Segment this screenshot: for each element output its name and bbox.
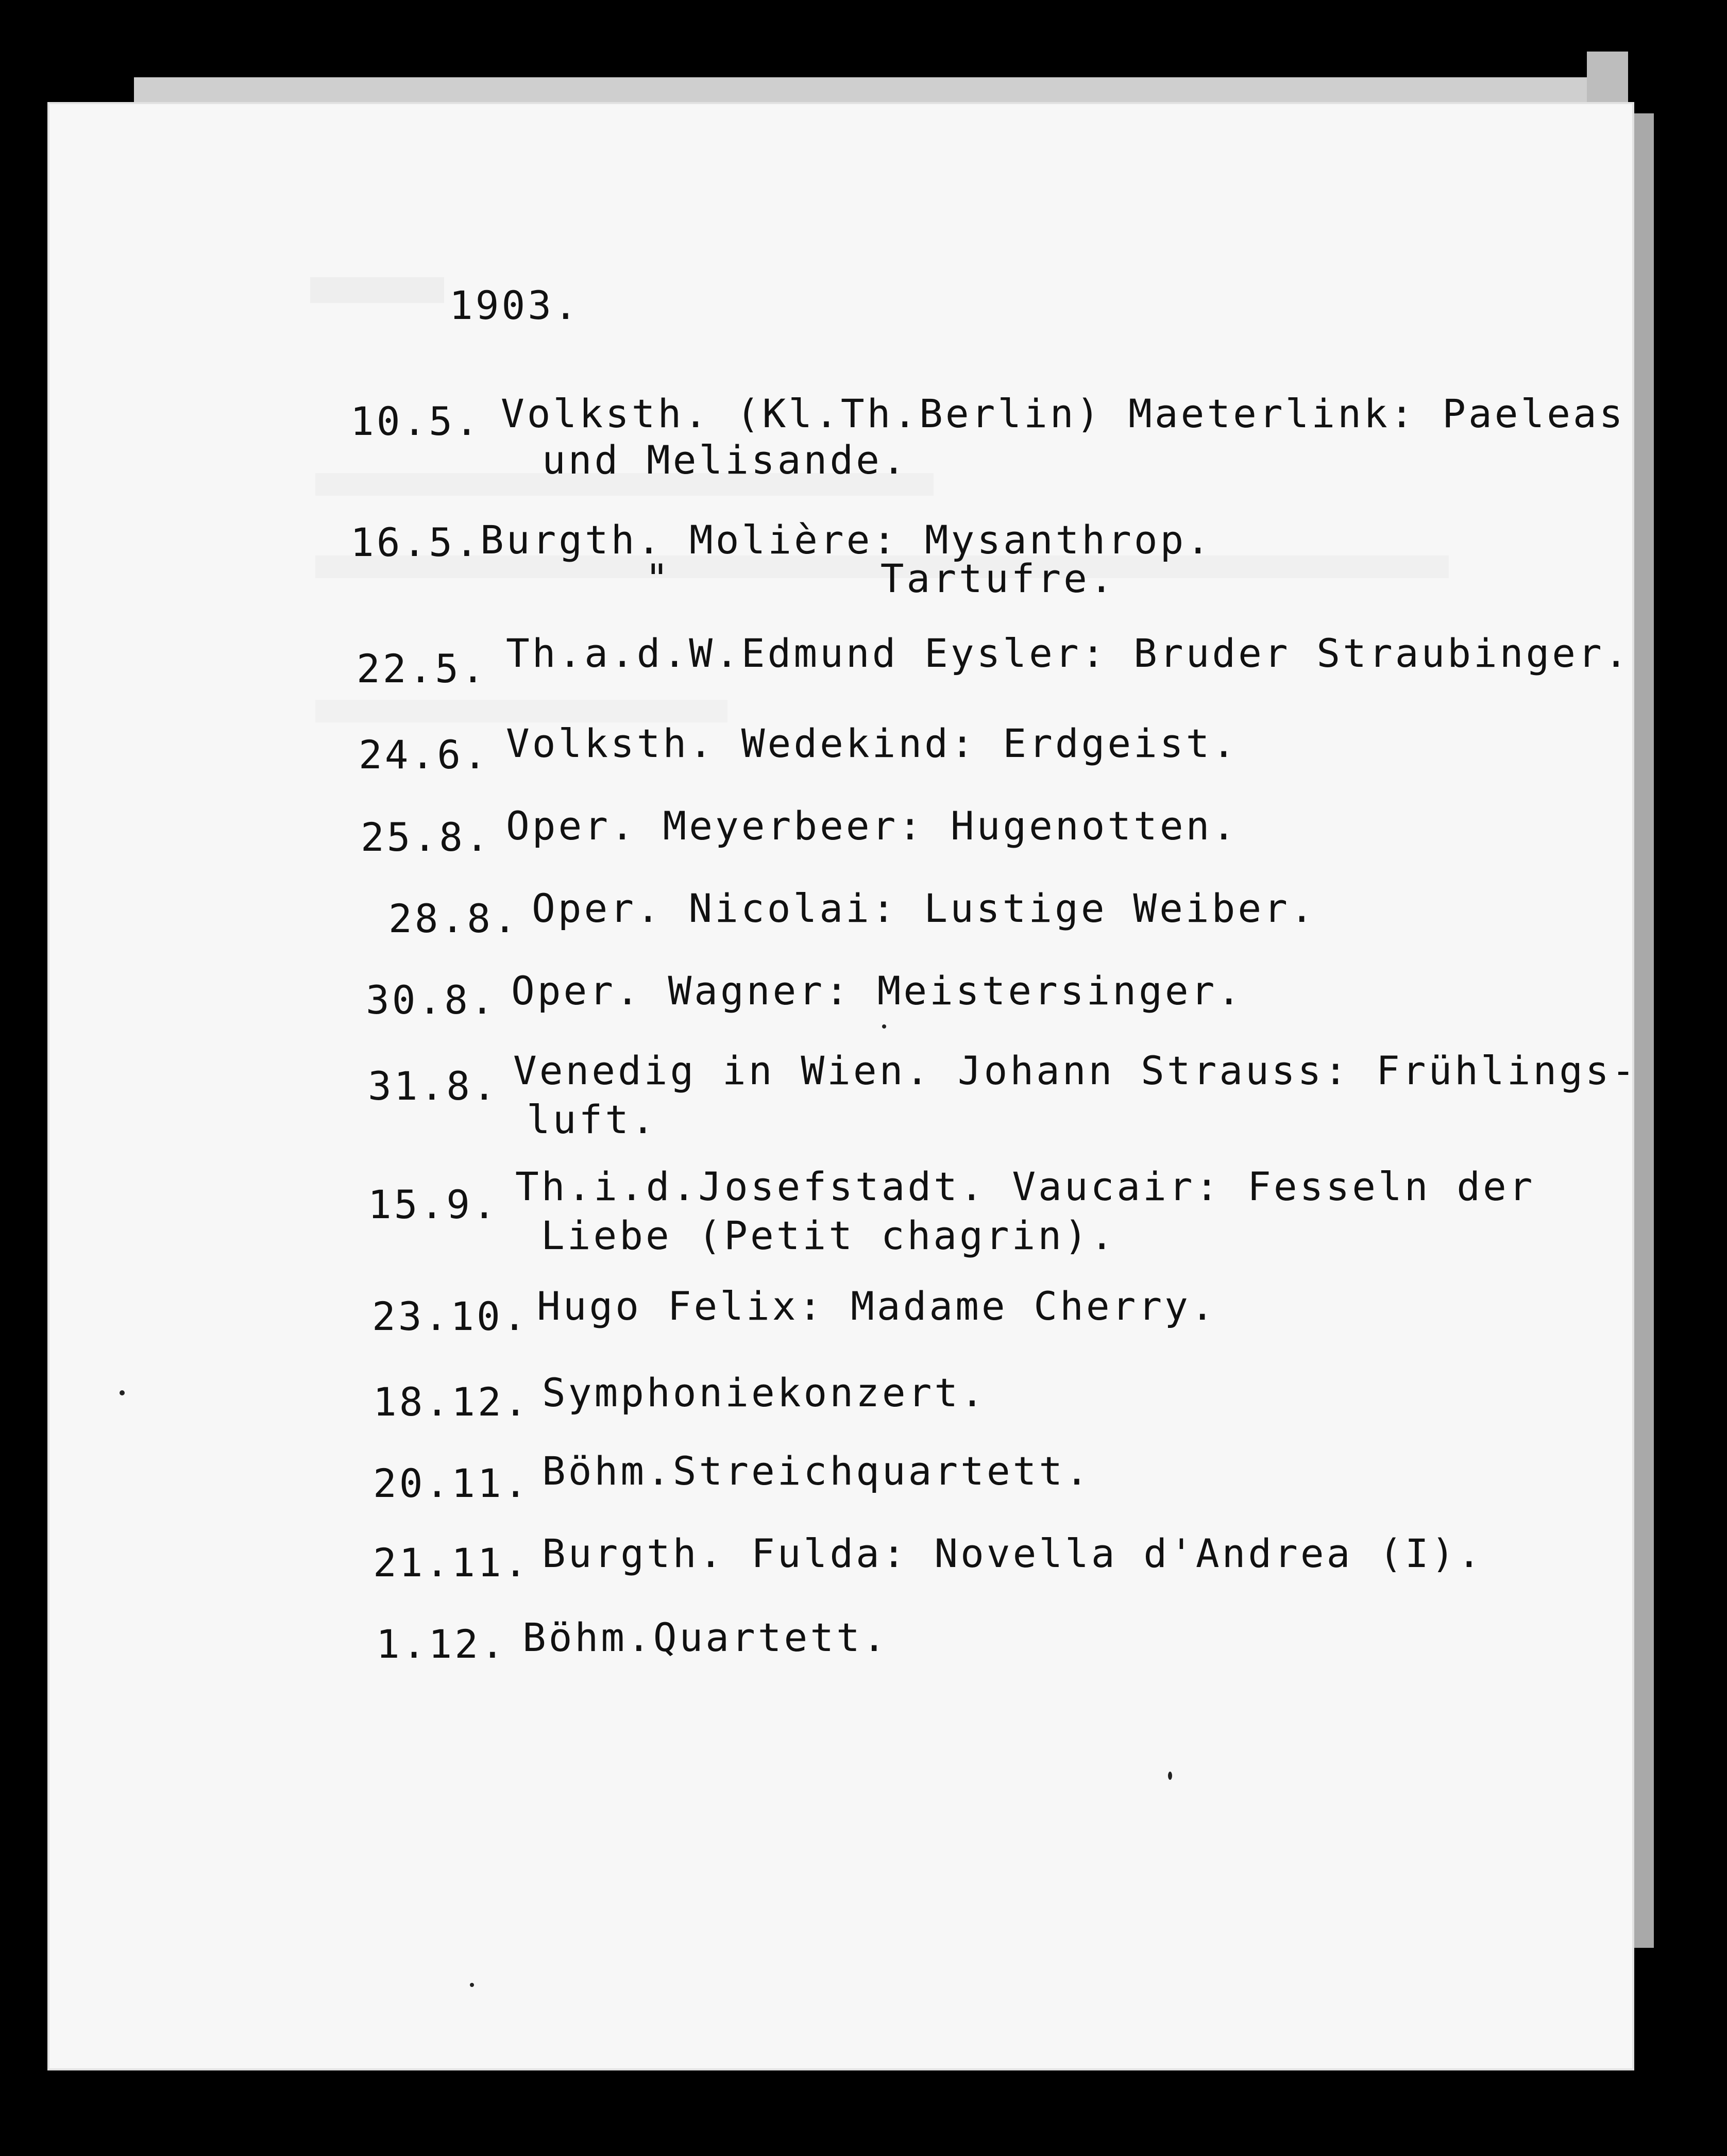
ink-speck — [882, 1024, 886, 1029]
entry-date: 22.5. — [357, 646, 487, 692]
entry-text: Volksth. (Kl.Th.Berlin) Maeterlink: Paeleas — [501, 391, 1626, 436]
entry-text: Oper. Nicolai: Lustige Weiber. — [532, 885, 1316, 931]
entry-text: Böhm.Streichquartett. — [542, 1448, 1091, 1494]
entry-date: 1.12. — [376, 1621, 507, 1667]
ink-speck — [120, 1390, 125, 1395]
entry-date: 18.12. — [373, 1379, 530, 1425]
show-through-mark — [310, 277, 444, 303]
entry-date: 10.5. — [350, 398, 481, 444]
entry-date: 15.9. — [368, 1182, 499, 1227]
year-heading: 1903. — [449, 282, 580, 328]
entry-continuation: und Melisande. — [542, 437, 908, 483]
entry-date: 20.11. — [373, 1460, 530, 1506]
entry-text: Burgth. Molière: Mysanthrop. — [480, 517, 1213, 563]
entry-text: Böhm.Quartett. — [522, 1614, 889, 1660]
entry-text: Oper. Wagner: Meistersinger. — [511, 968, 1244, 1014]
entry-text: Hugo Felix: Madame Cherry. — [537, 1283, 1217, 1329]
entry-text: Symphoniekonzert. — [542, 1370, 987, 1416]
entry-date: 31.8. — [368, 1063, 499, 1109]
entry-date: 23.10. — [372, 1293, 529, 1339]
ink-speck — [1168, 1772, 1172, 1780]
entry-date: 28.8. — [388, 896, 519, 941]
entry-text: Th.a.d.W.Edmund Eysler: Bruder Straubinger. — [506, 630, 1631, 676]
entry-text: Burgth. Fulda: Novella d'Andrea (I). — [542, 1530, 1484, 1576]
entry-date: 30.8. — [366, 977, 497, 1023]
document-page — [47, 102, 1638, 2070]
entry-continuation: " Tartufre. — [645, 555, 1116, 601]
entry-date: 16.5. — [350, 519, 481, 565]
entry-text: Th.i.d.Josefstadt. Vaucair: Fesseln der — [515, 1164, 1535, 1209]
entry-text: Oper. Meyerbeer: Hugenotten. — [506, 803, 1239, 849]
entry-text: Venedig in Wien. Johann Strauss: Frühlings- — [513, 1048, 1638, 1093]
ink-speck — [470, 1983, 474, 1987]
show-through-mark — [315, 700, 727, 722]
entry-date: 25.8. — [361, 814, 492, 860]
entry-text: Volksth. Wedekind: Erdgeist. — [506, 720, 1239, 766]
entry-continuation: luft. — [527, 1097, 657, 1142]
entry-continuation: Liebe (Petit chagrin). — [541, 1212, 1116, 1258]
entry-date: 24.6. — [359, 732, 489, 778]
entry-date: 21.11. — [373, 1540, 530, 1586]
